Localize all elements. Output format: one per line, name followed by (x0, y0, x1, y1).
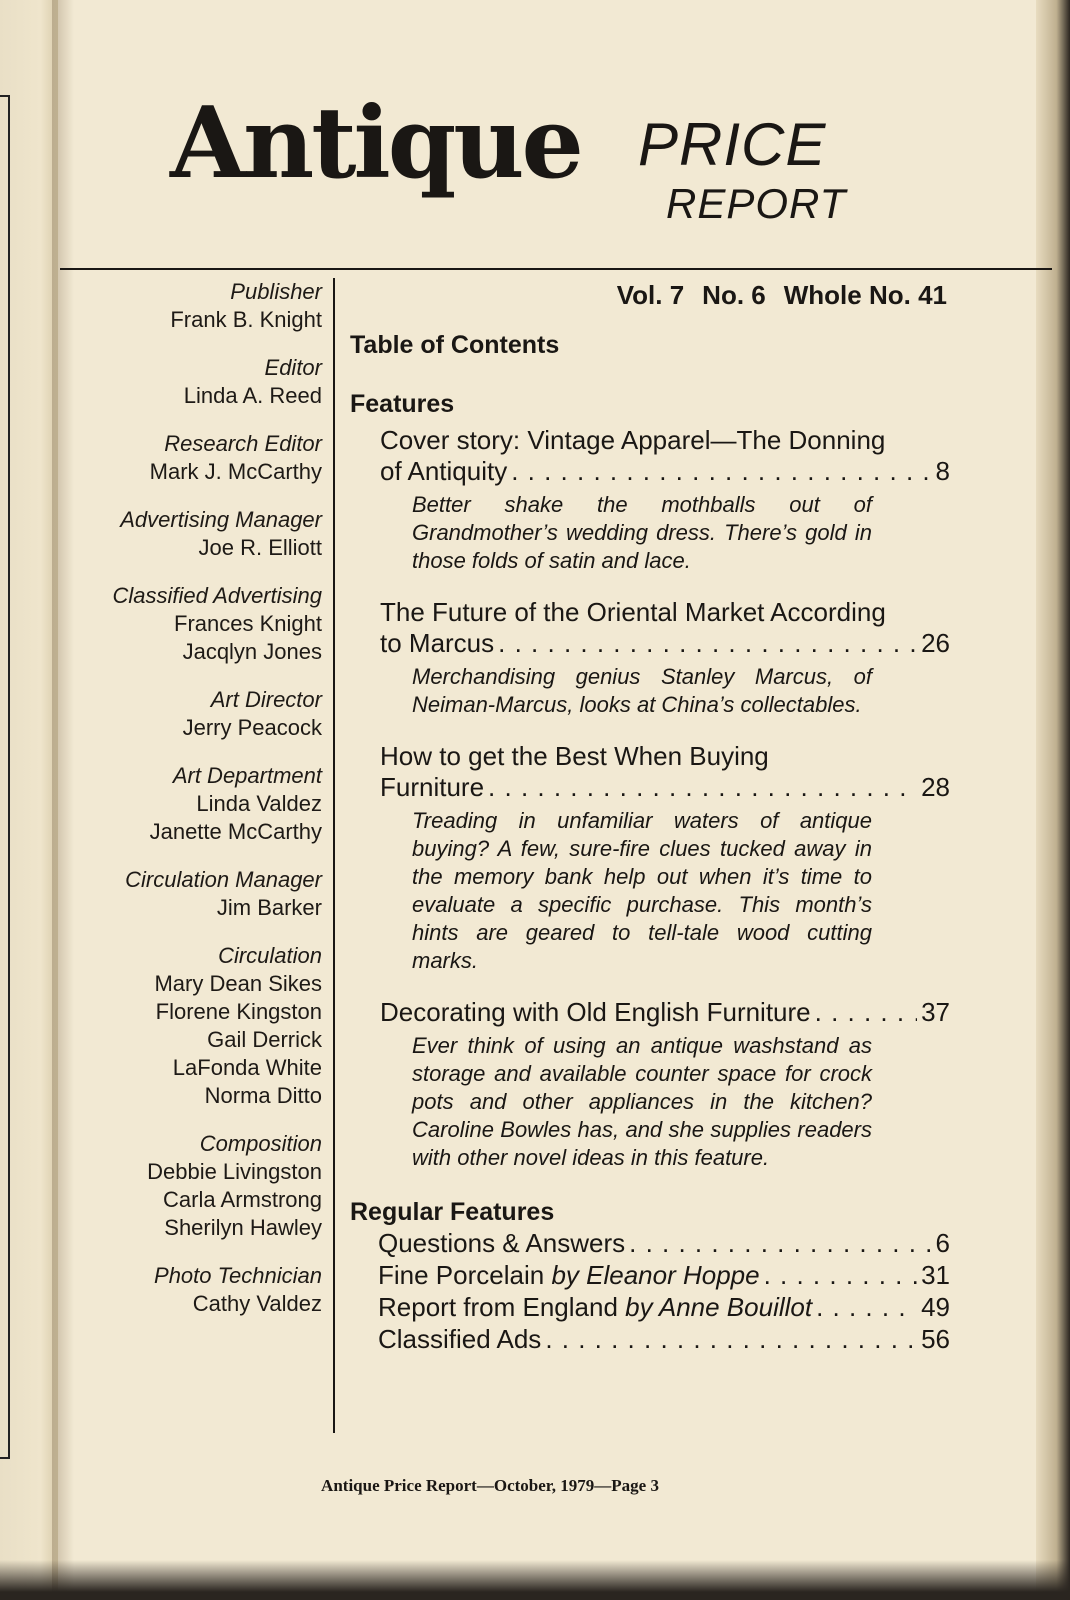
article-title: How to get the Best When Buying (380, 741, 769, 771)
article-title: The Future of the Oriental Market According (380, 597, 886, 627)
facing-page-edge (0, 0, 58, 1600)
staff-role: Research Editor (164, 431, 322, 456)
leader-dots (498, 628, 917, 659)
issue-volume: Vol. 7 (616, 280, 685, 310)
issue-line (350, 280, 947, 311)
regular-feature-page: 49 (921, 1292, 950, 1322)
feature-article (380, 997, 950, 1172)
masthead-logo (170, 86, 870, 245)
staff-role: Composition (199, 1131, 322, 1156)
staff-role: Advertising Manager (120, 507, 322, 532)
staff-name: Joe R. Elliott (198, 535, 322, 560)
article-page-number: 8 (935, 456, 950, 486)
article-title-end: Decorating with Old English Furniture (380, 997, 811, 1027)
regular-feature-author: by Anne Bouillot (625, 1292, 813, 1322)
article-page-number: 37 (921, 997, 950, 1027)
leader-dots (816, 1291, 917, 1323)
staff-group (70, 866, 322, 922)
article-description: Treading in unfamiliar waters of antique buying? A few, sure-fire clues tucked away in the memory bank help out when it’s time to evaluate a specific purchase. This month’s hints are geared to tell-tale wood cutting marks. (412, 808, 872, 973)
toc-title: Table of Contents (350, 331, 560, 359)
article-title-end: Furniture (380, 772, 485, 802)
article-title-end: of Antiquity (380, 456, 508, 486)
staff-name: Jacqlyn Jones (182, 639, 322, 664)
logo-price: PRICE (638, 111, 827, 178)
staff-name: Mark J. McCarthy (149, 459, 322, 484)
logo-report: REPORT (666, 180, 847, 227)
staff-name: Linda A. Reed (183, 383, 322, 408)
table-of-contents (350, 280, 950, 1355)
staff-name: Janette McCarthy (149, 819, 322, 844)
article-title-end: to Marcus (380, 628, 495, 658)
staff-group (70, 1130, 322, 1242)
regular-feature-page: 31 (921, 1260, 950, 1290)
staff-name: Florene Kingston (155, 999, 322, 1024)
article-description: Better shake the mothballs out of Grandmother’s wedding dress. There’s gold in those folds of satin and lace. (412, 492, 872, 573)
issue-whole-number: Whole No. 41 (783, 280, 947, 310)
regular-feature-title: Report from England (378, 1292, 618, 1322)
regular-feature-item (378, 1291, 950, 1323)
staff-name: Frank B. Knight (170, 307, 322, 332)
staff-role: Circulation (218, 943, 322, 968)
staff-role: Art Department (172, 763, 322, 788)
column-rule (333, 278, 335, 1433)
staff-group (70, 686, 322, 742)
staff-group (70, 1262, 322, 1318)
staff-group (70, 354, 322, 410)
leader-dots (815, 997, 917, 1028)
regular-feature-title-wrap (378, 1291, 812, 1323)
regular-features-list (350, 1227, 950, 1355)
staff-name: Mary Dean Sikes (154, 971, 322, 996)
page-edge-bottom (0, 1560, 1070, 1600)
article-title: Cover story: Vintage Apparel—The Donning (380, 425, 886, 455)
leader-dots (629, 1227, 931, 1259)
regular-features-heading: Regular Features (350, 1198, 555, 1226)
regular-feature-title: Classified Ads (378, 1324, 542, 1354)
masthead-rule (60, 268, 1052, 270)
staff-role: Publisher (230, 279, 322, 304)
article-title-line (380, 772, 950, 803)
issue-number: No. 6 (702, 280, 766, 310)
regular-feature-line (378, 1259, 950, 1291)
staff-name: Carla Armstrong (163, 1187, 322, 1212)
article-title-line (380, 456, 950, 487)
staff-role: Circulation Manager (125, 867, 322, 892)
article-page-number: 28 (921, 772, 950, 802)
staff-name: Gail Derrick (207, 1027, 322, 1052)
regular-feature-title-wrap (378, 1323, 541, 1355)
page-edge-right (1036, 0, 1070, 1600)
staff-name: Norma Ditto (204, 1083, 322, 1108)
article-page-number: 26 (921, 628, 950, 658)
regular-feature-author: by Eleanor Hoppe (551, 1260, 760, 1290)
staff-masthead (70, 278, 322, 1338)
regular-feature-title: Fine Porcelain (378, 1260, 545, 1290)
facing-page-border (0, 95, 10, 1459)
staff-name: Sherilyn Hawley (164, 1215, 322, 1240)
regular-feature-item (378, 1227, 950, 1259)
staff-role: Classified Advertising (112, 583, 322, 608)
regular-feature-page: 56 (921, 1324, 950, 1354)
staff-group (70, 430, 322, 486)
staff-group (70, 762, 322, 846)
regular-feature-line (378, 1291, 950, 1323)
staff-name: Jerry Peacock (182, 715, 322, 740)
regular-feature-title: Questions & Answers (378, 1228, 626, 1258)
leader-dots (545, 1323, 917, 1355)
staff-group (70, 942, 322, 1110)
article-title-line (380, 997, 950, 1028)
regular-feature-item (378, 1259, 950, 1291)
features-list (350, 425, 950, 1172)
page-footer: Antique Price Report—October, 1979—Page 3 (321, 1476, 659, 1495)
regular-feature-line (378, 1227, 950, 1259)
staff-name: LaFonda White (172, 1055, 322, 1080)
regular-feature-title-wrap (378, 1259, 760, 1291)
staff-role: Art Director (210, 687, 322, 712)
feature-article (380, 597, 950, 719)
article-description: Merchandising genius Stanley Marcus, of Neiman-Marcus, looks at China’s collectables. (412, 664, 872, 717)
leader-dots (511, 456, 931, 487)
regular-feature-page: 6 (935, 1228, 950, 1258)
staff-name: Linda Valdez (196, 791, 322, 816)
leader-dots (488, 772, 917, 803)
features-heading: Features (350, 390, 455, 418)
staff-name: Cathy Valdez (192, 1291, 322, 1316)
feature-article (380, 425, 950, 575)
staff-group (70, 278, 322, 334)
logo-antique: Antique (170, 86, 581, 201)
article-title-line (380, 628, 950, 659)
regular-feature-title-wrap (378, 1227, 625, 1259)
regular-feature-line (378, 1323, 950, 1355)
staff-role: Photo Technician (154, 1263, 322, 1288)
staff-group (70, 506, 322, 562)
staff-role: Editor (264, 355, 322, 380)
feature-article (380, 741, 950, 975)
staff-name: Debbie Livingston (147, 1159, 322, 1184)
staff-name: Frances Knight (174, 611, 322, 636)
leader-dots (764, 1259, 918, 1291)
staff-group (70, 582, 322, 666)
staff-name: Jim Barker (216, 895, 322, 920)
regular-feature-item (378, 1323, 950, 1355)
article-description: Ever think of using an antique washstand as storage and available counter space for crock pots and other appliances in the kitchen? Caroline Bowles has, and she supplies readers with other novel ideas in this feature. (412, 1033, 872, 1170)
